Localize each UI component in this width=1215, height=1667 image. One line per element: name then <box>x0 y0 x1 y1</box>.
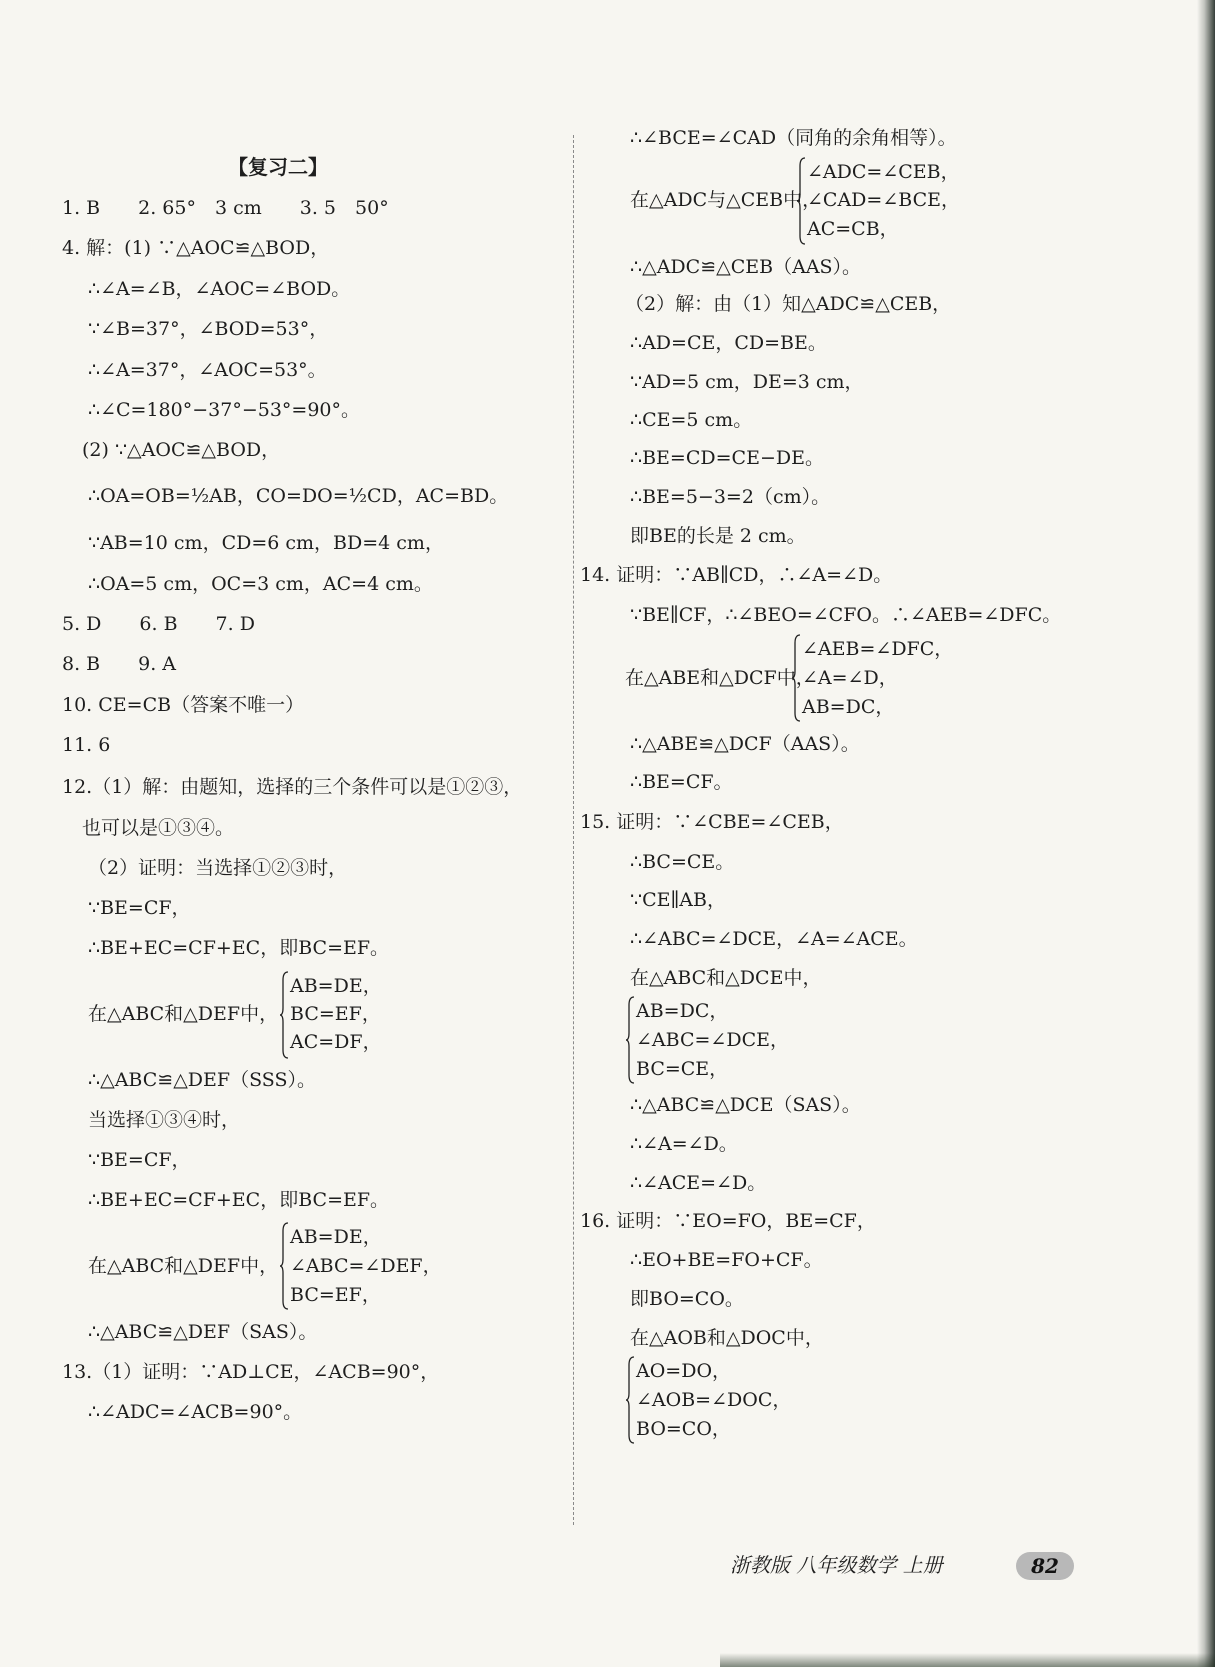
answer-line: ∵CE∥AB， <box>630 889 726 911</box>
answer-line: 在△ABC和△DEF中， <box>88 1255 279 1277</box>
answer-line: 在△AOB和△DOC中， <box>630 1327 824 1349</box>
brace-line: ∠AEB=∠DFC， <box>802 638 954 660</box>
bottom-edge-shadow <box>720 1653 1215 1667</box>
brace-icon <box>280 970 290 1060</box>
answer-line: (2) ∵△AOC≌△BOD， <box>82 439 281 461</box>
answer-line: ∴∠A=37°，∠AOC=53°。 <box>88 359 327 381</box>
answer-line: 当选择①③④时， <box>88 1109 241 1131</box>
brace-line: AC=CB， <box>807 218 899 240</box>
answer-line: ∴BE+EC=CF+EC，即BC=EF。 <box>88 1189 390 1211</box>
answer-line: 8. B 9. A <box>62 653 177 675</box>
answer-line: 在△ABC和△DCE中， <box>630 967 822 989</box>
answer-line: ∴OA=OB=½AB，CO=DO=½CD，AC=BD。 <box>88 485 509 507</box>
answer-line: 也可以是①③④。 <box>82 817 235 839</box>
answer-line: ∴∠C=180°−37°−53°=90°。 <box>88 399 361 421</box>
book-title-footer: 浙教版 八年级数学 上册 <box>730 1553 943 1577</box>
answer-line: （2）解：由（1）知△ADC≌△CEB， <box>625 293 952 315</box>
page-number-badge: 82 <box>1016 1552 1074 1580</box>
answer-line: ∵BE=CF， <box>88 1149 191 1171</box>
answer-line: ∵BE∥CF，∴∠BEO=∠CFO。∴∠AEB=∠DFC。 <box>630 604 1062 626</box>
answer-line: ∴CE=5 cm。 <box>630 409 753 431</box>
book-edge-shadow <box>1197 0 1215 1667</box>
answer-line: 12.（1）解：由题知，选择的三个条件可以是①②③， <box>62 776 523 798</box>
answer-line: ∵AB=10 cm，CD=6 cm，BD=4 cm， <box>88 532 444 554</box>
answer-line: ∴BE+EC=CF+EC，即BC=EF。 <box>88 937 390 959</box>
answer-line: 在△ADC与△CEB中， <box>630 189 822 211</box>
brace-icon <box>626 995 636 1085</box>
answer-line: ∴BE=CF。 <box>630 771 733 793</box>
answer-line: 在△ABE和△DCF中， <box>625 667 815 689</box>
answer-line: ∴AD=CE，CD=BE。 <box>630 332 827 354</box>
brace-line: ∠ABC=∠DCE， <box>636 1029 789 1051</box>
answer-line: ∴△ABE≌△DCF（AAS）。 <box>630 733 860 755</box>
brace-icon <box>797 156 807 246</box>
answer-line: ∴BE=5−3=2（cm）。 <box>630 486 831 508</box>
brace-line: BO=CO， <box>636 1418 731 1440</box>
brace-line: AB=DE， <box>290 975 382 997</box>
brace-line: AB=DC， <box>636 1000 729 1022</box>
brace-line: AB=DC， <box>802 696 895 718</box>
answer-line: 5. D 6. B 7. D <box>62 613 255 635</box>
answer-line: ∴BE=CD=CE−DE。 <box>630 447 824 469</box>
answer-line: 在△ABC和△DEF中， <box>88 1003 279 1025</box>
answer-line: ∴∠ADC=∠ACB=90°。 <box>88 1401 303 1423</box>
answer-line: ∴BC=CE。 <box>630 851 735 873</box>
brace-line: ∠A=∠D， <box>802 667 898 689</box>
answer-line: 4. 解：(1) ∵△AOC≌△BOD， <box>62 237 330 259</box>
brace-icon <box>280 1221 290 1311</box>
answer-line: ∴OA=5 cm，OC=3 cm，AC=4 cm。 <box>88 573 433 595</box>
answer-line: 16. 证明：∵EO=FO，BE=CF， <box>580 1210 876 1232</box>
answer-line: 15. 证明：∵∠CBE=∠CEB， <box>580 811 844 833</box>
brace-line: AO=DO， <box>636 1360 732 1382</box>
column-divider <box>573 135 574 1525</box>
answer-line: ∴△ABC≌△DEF（SSS）。 <box>88 1069 316 1091</box>
answer-line: ∴∠ABC=∠DCE，∠A=∠ACE。 <box>630 928 918 950</box>
answer-line: ∵BE=CF， <box>88 897 191 919</box>
answer-line: 10. CE=CB（答案不唯一） <box>62 694 305 716</box>
brace-line: BC=EF， <box>290 1284 381 1306</box>
brace-line: AC=DF， <box>290 1031 382 1053</box>
brace-line: BC=CE， <box>636 1058 729 1080</box>
answer-line: ∴∠ACE=∠D。 <box>630 1172 767 1194</box>
answer-line: 即BO=CO。 <box>630 1288 744 1310</box>
answer-line: 13.（1）证明：∵AD⊥CE，∠ACB=90°， <box>62 1361 440 1383</box>
section-title: 【复习二】 <box>228 155 328 179</box>
brace-line: ∠ABC=∠DEF， <box>290 1255 442 1277</box>
brace-line: ∠CAD=∠BCE， <box>807 189 960 211</box>
answer-line: 11. 6 <box>62 734 111 756</box>
answer-line: ∴△ADC≌△CEB（AAS）。 <box>630 256 862 278</box>
brace-line: BC=EF， <box>290 1003 381 1025</box>
brace-line: AB=DE， <box>290 1226 382 1248</box>
answer-line: （2）证明：当选择①②③时， <box>88 857 348 879</box>
answer-line: ∵∠B=37°，∠BOD=53°， <box>88 318 329 340</box>
answer-line: ∴∠A=∠B，∠AOC=∠BOD。 <box>88 278 351 300</box>
answer-line: 14. 证明：∵AB∥CD，∴∠A=∠D。 <box>580 564 893 586</box>
answer-line: ∴△ABC≌△DCE（SAS）。 <box>630 1094 861 1116</box>
answer-line: ∴∠A=∠D。 <box>630 1133 738 1155</box>
answer-line: ∴∠BCE=∠CAD（同角的余角相等）。 <box>630 127 957 149</box>
brace-line: ∠ADC=∠CEB， <box>807 161 960 183</box>
brace-icon <box>626 1355 636 1445</box>
answer-line: ∴△ABC≌△DEF（SAS）。 <box>88 1321 318 1343</box>
answer-line: 即BE的长是 2 cm。 <box>630 525 806 547</box>
brace-icon <box>792 633 802 723</box>
answer-line: ∵AD=5 cm，DE=3 cm， <box>630 371 864 393</box>
brace-line: ∠AOB=∠DOC， <box>636 1389 792 1411</box>
answer-line: 1. B 2. 65° 3 cm 3. 5 50° <box>62 197 389 219</box>
answer-line: ∴EO+BE=FO+CF。 <box>630 1249 823 1271</box>
